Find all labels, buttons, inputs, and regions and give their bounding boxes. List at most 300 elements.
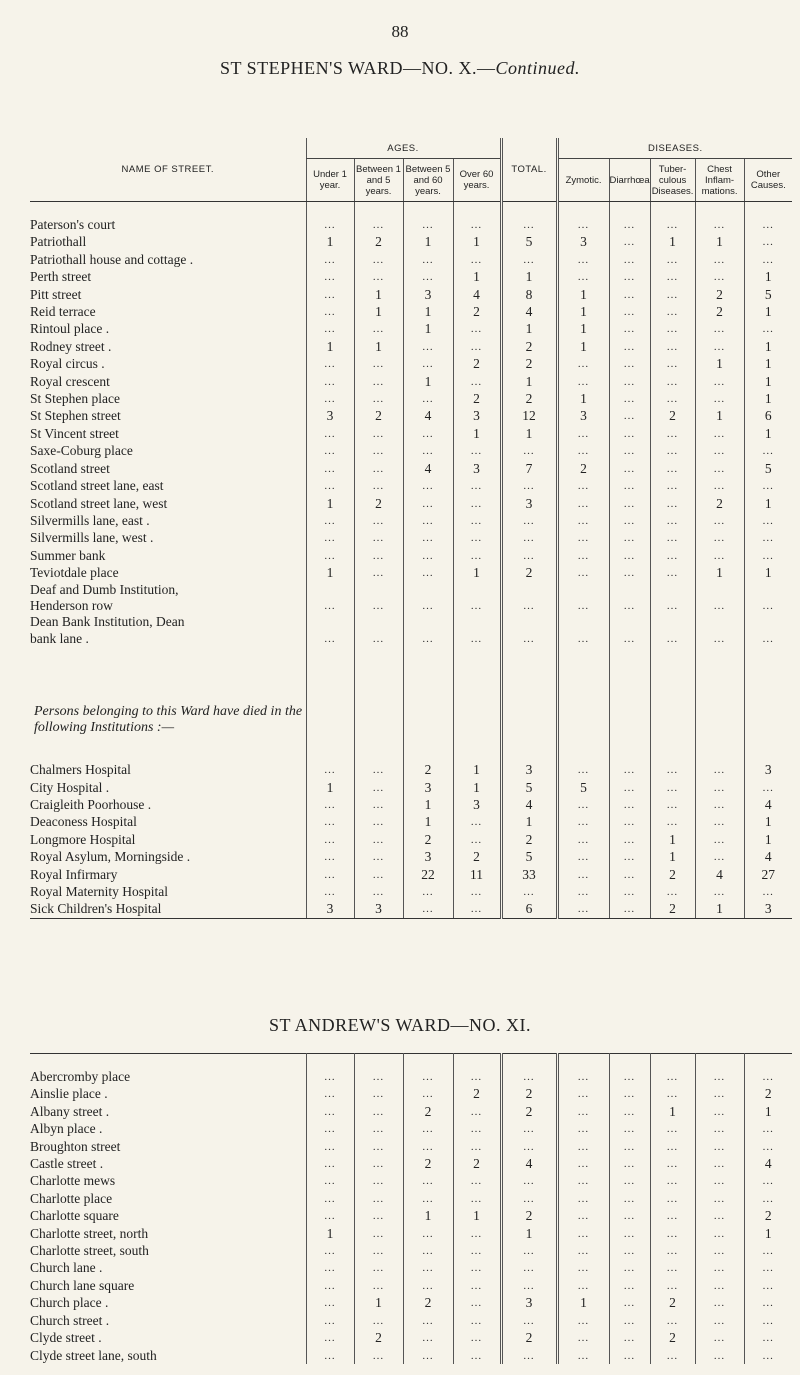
table-cell	[354, 564, 403, 581]
cell-value: ...	[577, 375, 590, 388]
table-cell	[695, 460, 744, 477]
cell-value: 1	[525, 425, 533, 441]
street-name	[30, 564, 306, 581]
cell-value: ...	[623, 1175, 636, 1188]
cell-value: ...	[372, 375, 385, 388]
cell-value: ...	[470, 1175, 483, 1188]
table-cell	[695, 407, 744, 424]
blank-cell	[557, 647, 609, 693]
table-row	[30, 1277, 792, 1294]
table-cell	[609, 1259, 650, 1276]
table-cell	[557, 779, 609, 796]
table-cell	[744, 1085, 792, 1102]
cell-value: ...	[623, 1071, 636, 1083]
table-cell	[650, 1329, 695, 1346]
table-cell	[695, 614, 744, 629]
cell-value: ...	[666, 1349, 679, 1362]
cell-value: ...	[372, 1314, 385, 1327]
cell-value: ...	[324, 1123, 336, 1136]
table-cell	[650, 442, 695, 459]
cell-value: ...	[623, 427, 636, 440]
cell-value: ...	[762, 323, 774, 336]
table-cell	[501, 320, 557, 337]
table-row	[30, 1138, 792, 1155]
cell-value: ...	[470, 1227, 483, 1240]
cell-value: ...	[623, 1349, 636, 1362]
table-cell	[403, 1312, 453, 1329]
table-cell	[501, 373, 557, 390]
table-cell	[695, 477, 744, 494]
cell-value: ...	[470, 1349, 483, 1362]
street-name	[30, 597, 306, 614]
table-cell	[557, 848, 609, 865]
blank-cell	[609, 693, 650, 747]
table-cell	[557, 477, 609, 494]
table-cell	[609, 1155, 650, 1172]
table-cell	[744, 1312, 792, 1329]
cell-value: ...	[623, 1297, 636, 1310]
street-name	[30, 582, 306, 597]
cell-value: 1	[764, 831, 772, 847]
street-name	[30, 1259, 306, 1276]
table-cell	[609, 512, 650, 529]
table-cell	[453, 495, 501, 512]
table-cell	[501, 1068, 557, 1085]
cell-value: 2	[716, 286, 723, 302]
institutions-heading-row	[30, 693, 792, 747]
blank-cell	[609, 1054, 650, 1069]
cell-value: 3	[525, 1295, 533, 1311]
cell-value: ...	[470, 833, 483, 846]
street-name	[30, 425, 306, 442]
cell-value: ...	[666, 567, 679, 580]
table-cell	[609, 442, 650, 459]
cell-value: 2	[473, 304, 480, 320]
table-cell	[453, 1329, 501, 1346]
street-name-text: St Stephen place	[30, 391, 120, 407]
blank-cell	[453, 1054, 501, 1069]
cell-value: ...	[324, 1088, 336, 1101]
header-row-top	[30, 138, 792, 159]
table-cell	[403, 477, 453, 494]
cell-value: ...	[623, 1332, 636, 1345]
street-name-text: Saxe-Coburg place	[30, 443, 133, 459]
blank-cell	[650, 693, 695, 747]
table-cell	[609, 251, 650, 268]
table-cell	[453, 233, 501, 250]
cell-value: ...	[324, 549, 336, 562]
header-chest: Chest Inflam-mations.	[695, 159, 744, 202]
table-cell	[609, 630, 650, 647]
table-cell	[501, 286, 557, 303]
cell-value: ...	[762, 1262, 774, 1275]
table-cell	[354, 796, 403, 813]
cell-value: 1	[424, 321, 432, 337]
table-cell	[557, 883, 609, 900]
cell-value: 1	[764, 425, 772, 441]
table-cell	[453, 900, 501, 918]
table-cell	[695, 1277, 744, 1294]
street-name-text: St Vincent street	[30, 425, 119, 441]
cell-value: 1	[326, 234, 334, 250]
table-cell	[453, 1259, 501, 1276]
cell-value: ...	[666, 632, 679, 645]
cell-value: ...	[762, 1332, 774, 1345]
cell-value: ...	[372, 1140, 385, 1153]
table-cell	[695, 1138, 744, 1155]
table-cell	[557, 460, 609, 477]
street-name-text: Church street .	[30, 1312, 110, 1328]
cell-value: ...	[577, 851, 590, 864]
cell-value: ...	[623, 1314, 636, 1327]
cell-value: ...	[422, 480, 434, 493]
table-cell	[744, 320, 792, 337]
cell-value: ...	[713, 549, 726, 562]
cell-value: 1	[764, 814, 772, 830]
cell-value: ...	[577, 1245, 590, 1258]
street-name	[30, 831, 306, 848]
table-cell	[609, 425, 650, 442]
cell-value: 1	[580, 286, 587, 302]
street-name	[30, 1138, 306, 1155]
table-cell	[306, 813, 354, 830]
table-cell	[306, 1294, 354, 1311]
table-cell	[695, 1312, 744, 1329]
table-cell	[650, 1190, 695, 1207]
cell-value: ...	[422, 1245, 434, 1258]
cell-value: ...	[762, 219, 774, 231]
ward-10-body	[30, 202, 792, 919]
blank-cell	[744, 647, 792, 693]
table-cell	[453, 1242, 501, 1259]
cell-value: ...	[422, 427, 434, 440]
street-name-text: Royal circus .	[30, 356, 105, 372]
table-cell	[744, 1277, 792, 1294]
street-name	[30, 866, 306, 883]
table-cell	[557, 1190, 609, 1207]
table-cell	[695, 355, 744, 372]
street-name	[30, 630, 306, 647]
ward-11-table	[30, 1053, 792, 1364]
street-name-text: Ainslie place .	[30, 1086, 108, 1102]
table-cell	[306, 547, 354, 564]
cell-value: ...	[372, 1175, 385, 1188]
table-cell	[695, 1103, 744, 1120]
cell-value: ...	[422, 567, 434, 580]
table-cell	[650, 564, 695, 581]
cell-value: ...	[422, 632, 434, 645]
cell-value: ...	[324, 1349, 336, 1362]
cell-value: ...	[623, 632, 636, 645]
table-cell	[744, 495, 792, 512]
table-cell	[650, 1347, 695, 1364]
cell-value: ...	[422, 1140, 434, 1153]
table-cell	[744, 1138, 792, 1155]
cell-value: ...	[523, 445, 535, 458]
blank-cell	[557, 1054, 609, 1069]
cell-value: 3	[525, 495, 533, 511]
table-cell	[650, 216, 695, 233]
blank-cell	[650, 647, 695, 693]
cell-value: ...	[372, 532, 385, 545]
cell-value: 3	[424, 849, 432, 865]
street-name-text: Clyde street .	[30, 1330, 102, 1346]
table-cell	[403, 1155, 453, 1172]
table-cell	[501, 597, 557, 614]
spacer-row	[30, 1054, 792, 1069]
blank-cell	[609, 202, 650, 217]
table-cell	[744, 813, 792, 830]
table-cell	[650, 883, 695, 900]
cell-value: ...	[470, 1071, 483, 1083]
table-cell	[453, 796, 501, 813]
table-row	[30, 900, 792, 918]
cell-value: ...	[324, 288, 336, 301]
cell-value: 4	[473, 286, 480, 302]
blank-cell	[744, 1054, 792, 1069]
cell-value: ...	[623, 358, 636, 371]
table-cell	[557, 233, 609, 250]
cell-value: ...	[762, 1140, 774, 1153]
cell-value: ...	[523, 1245, 535, 1258]
table-cell	[501, 251, 557, 268]
cell-value: ...	[713, 1192, 726, 1205]
table-cell	[403, 1103, 453, 1120]
cell-value: ...	[470, 1105, 483, 1118]
table-cell	[354, 373, 403, 390]
cell-value: ...	[713, 323, 726, 336]
table-cell	[744, 373, 792, 390]
table-cell	[501, 630, 557, 647]
street-name-text: Royal crescent	[30, 373, 110, 389]
cell-value: ...	[523, 219, 535, 231]
cell-value: ...	[324, 816, 336, 829]
table-cell	[501, 900, 557, 918]
table-cell	[695, 1294, 744, 1311]
table-row	[30, 1190, 792, 1207]
street-name	[30, 286, 306, 303]
table-cell	[609, 1138, 650, 1155]
cell-value: 2	[375, 408, 382, 424]
cell-value: ...	[470, 445, 483, 458]
table-cell	[453, 848, 501, 865]
cell-value: ...	[324, 358, 336, 371]
table-cell	[501, 1242, 557, 1259]
table-cell	[403, 407, 453, 424]
table-cell	[650, 373, 695, 390]
table-cell	[744, 1155, 792, 1172]
table-cell	[744, 630, 792, 647]
table-cell	[453, 1190, 501, 1207]
spacer-row	[30, 747, 792, 761]
blank-cell	[306, 647, 354, 693]
cell-value: ...	[666, 1192, 679, 1205]
cell-value: 4	[764, 1156, 772, 1172]
cell-value: ...	[713, 514, 726, 527]
table-cell	[403, 1259, 453, 1276]
table-cell	[453, 338, 501, 355]
cell-value: ...	[324, 868, 336, 881]
cell-value: ...	[372, 1227, 385, 1240]
table-cell	[501, 407, 557, 424]
table-cell	[453, 813, 501, 830]
cell-value: 2	[473, 391, 480, 407]
cell-value: 2	[716, 495, 723, 511]
table-cell	[650, 597, 695, 614]
cell-value: ...	[713, 1227, 726, 1240]
cell-value: ...	[372, 781, 385, 794]
cell-value: ...	[470, 1123, 483, 1136]
cell-value: 2	[375, 495, 382, 511]
street-name-text: Abercromby place	[30, 1069, 131, 1084]
cell-value: ...	[372, 632, 385, 645]
cell-value: 5	[764, 286, 772, 302]
table-cell	[306, 1312, 354, 1329]
cell-value: ...	[666, 549, 679, 562]
table-cell	[501, 779, 557, 796]
table-cell	[403, 1207, 453, 1224]
blank-cell	[501, 1054, 557, 1069]
blank-cell	[650, 1054, 695, 1069]
table-cell	[306, 582, 354, 597]
table-cell	[354, 286, 403, 303]
table-cell	[306, 529, 354, 546]
table-cell	[695, 813, 744, 830]
table-cell	[354, 614, 403, 629]
table-cell	[744, 251, 792, 268]
table-cell	[403, 512, 453, 529]
table-cell	[453, 425, 501, 442]
table-cell	[650, 320, 695, 337]
cell-value: 4	[716, 866, 723, 882]
cell-value: 4	[424, 408, 432, 424]
table-cell	[609, 582, 650, 597]
table-cell	[403, 1138, 453, 1155]
cell-value: ...	[623, 253, 636, 266]
cell-value: ...	[713, 219, 726, 231]
street-name	[30, 1085, 306, 1102]
table-cell	[501, 355, 557, 372]
table-cell	[453, 1207, 501, 1224]
table-cell	[501, 1155, 557, 1172]
cell-value: ...	[372, 851, 385, 864]
table-cell	[650, 512, 695, 529]
cell-value: 1	[424, 1208, 432, 1224]
table-cell	[650, 425, 695, 442]
table-cell	[695, 848, 744, 865]
table-cell	[695, 512, 744, 529]
table-cell	[403, 320, 453, 337]
table-row	[30, 425, 792, 442]
cell-value: 1	[669, 234, 676, 250]
table-cell	[306, 251, 354, 268]
table-cell	[453, 407, 501, 424]
street-name	[30, 1190, 306, 1207]
street-name-text: Sick Children's Hospital	[30, 901, 162, 917]
table-cell	[650, 355, 695, 372]
table-cell	[609, 216, 650, 233]
table-cell	[453, 1294, 501, 1311]
cell-value: ...	[324, 851, 336, 864]
cell-value: ...	[470, 1245, 483, 1258]
street-name-text: Longmore Hospital	[30, 831, 136, 847]
cell-value: 2	[375, 234, 382, 250]
table-cell	[695, 495, 744, 512]
cell-value: 33	[522, 866, 536, 882]
table-cell	[354, 320, 403, 337]
cell-value: ...	[713, 632, 726, 645]
cell-value: ...	[422, 1279, 434, 1292]
table-cell	[354, 1172, 403, 1189]
table-row	[30, 355, 792, 372]
cell-value: ...	[422, 1332, 434, 1345]
cell-value: ...	[623, 886, 636, 898]
street-name-text: City Hospital .	[30, 779, 110, 795]
blank-cell	[403, 693, 453, 747]
cell-value: ...	[666, 445, 679, 458]
table-cell	[403, 796, 453, 813]
table-cell	[354, 1277, 403, 1294]
street-name-text: Scotland street	[30, 460, 110, 476]
table-cell	[501, 831, 557, 848]
table-cell	[557, 338, 609, 355]
street-name	[30, 268, 306, 285]
cell-value: 1	[424, 304, 432, 320]
cell-value: ...	[422, 1227, 434, 1240]
table-cell	[306, 303, 354, 320]
table-cell	[650, 1207, 695, 1224]
cell-value: ...	[666, 1158, 679, 1171]
cell-value: 2	[473, 1086, 480, 1102]
cell-value: ...	[577, 427, 590, 440]
table-cell	[650, 1085, 695, 1102]
street-name-text: Henderson row	[30, 597, 113, 613]
cell-value: ...	[666, 781, 679, 794]
blank-cell	[30, 693, 306, 747]
table-cell	[453, 630, 501, 647]
cell-value: ...	[324, 1071, 336, 1083]
cell-value: ...	[577, 445, 590, 458]
street-name	[30, 1120, 306, 1137]
table-cell	[609, 796, 650, 813]
ward-10-table	[30, 138, 792, 919]
cell-value: 1	[525, 321, 533, 337]
cell-value: ...	[623, 1105, 636, 1118]
blank-cell	[453, 693, 501, 747]
cell-value: 1	[525, 269, 533, 285]
table-cell	[650, 1277, 695, 1294]
table-cell	[695, 303, 744, 320]
street-name	[30, 442, 306, 459]
table-cell	[403, 564, 453, 581]
cell-value: 3	[580, 408, 587, 424]
cell-value: ...	[623, 903, 636, 916]
street-name	[30, 848, 306, 865]
header-diarrhoea: Diarrhœa	[609, 159, 650, 202]
cell-value: ...	[666, 1140, 679, 1153]
header-name: NAME OF STREET.	[30, 138, 306, 202]
cell-value: 3	[473, 460, 480, 476]
table-cell	[453, 582, 501, 597]
street-name	[30, 796, 306, 813]
cell-value: ...	[623, 868, 636, 881]
table-cell	[306, 866, 354, 883]
table-cell	[557, 1172, 609, 1189]
cell-value: 1	[580, 338, 587, 354]
table-cell	[609, 761, 650, 778]
cell-value: ...	[324, 764, 336, 777]
cell-value: 3	[424, 779, 432, 795]
